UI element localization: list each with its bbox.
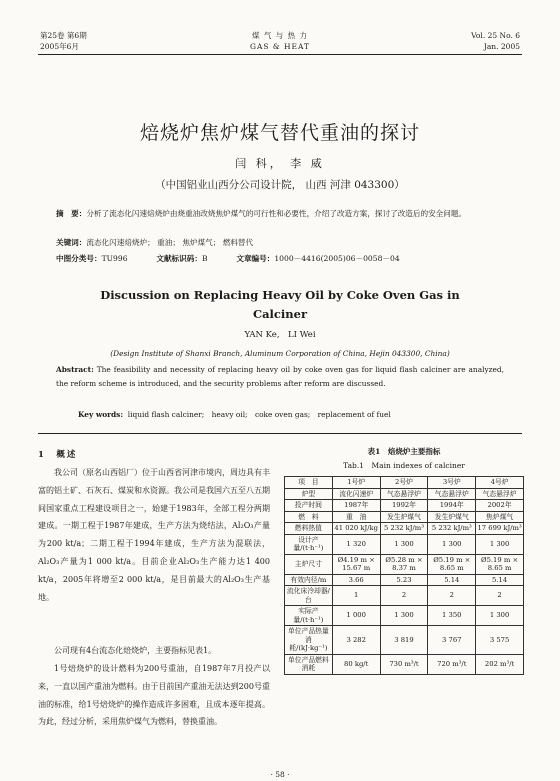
table-cell: 实际产量/(t·h⁻¹) (285, 606, 333, 626)
table-header-cell: 2号炉 (380, 477, 428, 489)
table-cell: 1992年 (380, 500, 428, 512)
table-1 (284, 476, 524, 675)
page-number: · 58 · (270, 770, 290, 779)
table-cell: 焦炉煤气 (476, 511, 524, 523)
abstract-en-text: The feasibility and necessity of replacing heavy oil by coke oven gas for liquid flash calciner are analyzed, the reform scheme is introduced, and the security problems after reform are discussed. (56, 365, 504, 388)
abstract-rule (38, 433, 522, 434)
table-cell: 主炉尺寸 (285, 554, 333, 574)
keywords-cn-text: 流态化闪速焙烧炉； 重油； 焦炉煤气； 燃料替代 (86, 238, 254, 247)
table-cell: 1 000 (332, 606, 380, 626)
paper-title-cn: 焙烧炉焦炉煤气替代重油的探讨 (139, 122, 420, 144)
table-cell: 发生炉煤气 (428, 511, 476, 523)
abstract-cn-text: 分析了流态化闪速焙烧炉由烧重油改烧焦炉煤气的可行性和必要性，介绍了改造方案，探讨了改造后的安全问题。 (86, 209, 467, 218)
table-cell: Ø5.28 m × 8.37 m (380, 554, 428, 574)
table-cell: 3 282 (332, 626, 380, 655)
table-header-row (285, 477, 524, 489)
keywords-en (78, 409, 391, 420)
table-cell: 燃 料 (285, 511, 333, 523)
table-row (285, 606, 524, 626)
article-id-value: 1000－4416(2005)06－0058－04 (274, 254, 400, 263)
abstract-en-label: Abstract: (56, 365, 94, 374)
table-1-body (285, 477, 524, 675)
table-cell: 2 (476, 586, 524, 606)
abstract-cn (56, 207, 504, 221)
table-cell: 流化床冷却器/台 (285, 586, 333, 606)
doc-code-value: B (201, 254, 208, 263)
table-cell: 流化闪速炉 (332, 488, 380, 500)
section-1-para-1: 我公司（原名山西铝厂）位于山西省河津市境内，周边具有丰富的铝土矿、石灰石、煤炭和水资源。我公司是我国六五至八五期间国家重点工程建设项目之一，始建于1983年，全部工程分两期建成。一期工程于1987年建成，生产方法为烧结法，Al₂O₃产量为200 kt/a；二期工程于1994年建成，生产方法为混联法，Al₂O₃产量为1 000 kt/a。目前企业Al₂O₃生产能力达1 400 kt/a，2005年将增至2 000 kt/a，是目前最大的Al₂O₃生产基地。 (38, 468, 270, 602)
table-cell: 重 油 (332, 511, 380, 523)
table-cell: Ø5.19 m × 8.65 m (476, 554, 524, 574)
keywords-en-label: Key words: (78, 410, 124, 419)
table-row (285, 500, 524, 512)
paper-title-en (0, 286, 560, 324)
table-cell: 气态悬浮炉 (380, 488, 428, 500)
header-issue-en-date: Jan. 2005 (483, 42, 520, 51)
header-issue-cn-volume: 第25卷 第6期 (40, 31, 87, 40)
table-cell: 3 767 (428, 626, 476, 655)
article-id-label: 文章编号： (236, 254, 275, 263)
header-issue-en (471, 30, 520, 52)
paper-title-en-line2: Calciner (252, 307, 308, 321)
clc-value: TU996 (101, 254, 128, 263)
table-cell: 1987年 (332, 500, 380, 512)
section-1-title: 1 概述 (38, 450, 78, 460)
table-cell: 5 232 kJ/m³ (380, 523, 428, 535)
table-cell: 1 300 (380, 606, 428, 626)
table-row (285, 523, 524, 535)
keywords-cn-label: 关键词： (56, 238, 87, 247)
table-cell: 202 m³/t (476, 654, 524, 674)
table-cell: 17 699 kJ/m³ (477, 524, 522, 532)
section-1-para-3: 1号焙烧炉的设计燃料为200号重油，自1987年7月投产以来，一直以国产重油为燃料。由于目前国产重油无法达到200号重油的标准，给1号焙烧炉的操作造成许多困难，且成本逐年提高。为此，经过分析，采用焦炉煤气为燃料，替换重油。 (38, 664, 270, 727)
table-cell: 3.66 (332, 574, 380, 586)
header-journal-name-cn: 煤 气 与 热 力 (251, 31, 309, 40)
clc-label: 中图分类号： (56, 254, 102, 263)
table-cell: 1 300 (380, 534, 428, 554)
header-issue-en-volume: Vol. 25 No. 6 (471, 31, 520, 40)
table-cell: 1 320 (332, 534, 380, 554)
header-rule (38, 54, 522, 55)
table-row (285, 511, 524, 523)
table-row (285, 574, 524, 586)
table-cell: 1 300 (428, 534, 476, 554)
table-cell: 炉型 (285, 488, 333, 500)
table-cell: 3 819 (380, 626, 428, 655)
table-cell: 80 kg/t (332, 654, 380, 674)
table-header-cell: 项 目 (285, 477, 333, 489)
table-row (285, 654, 524, 674)
keywords-en-text: liquid flash calciner; heavy oil; coke oven gas; replacement of fuel (127, 410, 391, 419)
table-cell: Ø4.19 m × 15.67 m (332, 554, 380, 574)
table-row (285, 554, 524, 574)
table-cell: 1994年 (428, 500, 476, 512)
table-cell: 1 (332, 586, 380, 606)
authors-en: YAN Ke, LI Wei (244, 330, 316, 340)
keywords-cn (56, 236, 504, 250)
table-cell: 2 (380, 586, 428, 606)
table-cell: 发生炉煤气 (380, 511, 428, 523)
table-cell: 730 m³/t (380, 654, 428, 674)
abstract-cn-label: 摘 要： (56, 209, 87, 218)
table-cell: 1 300 (476, 606, 524, 626)
table-cell: 2 (428, 586, 476, 606)
table-cell: 5.14 (476, 574, 524, 586)
table-header-cell: 4号炉 (476, 477, 524, 489)
table-row (285, 626, 524, 655)
paper-title-en-line1: Discussion on Replacing Heavy Oil by Coke Oven Gas in (100, 288, 460, 302)
affiliation-cn: （中国铝业山西分公司设计院， 山西 河津 043300） (155, 179, 405, 191)
table-cell: 720 m³/t (428, 654, 476, 674)
table-cell: 单位产品热量消耗/(kJ·kg⁻¹) (285, 626, 333, 655)
table-cell: 燃料热值 (285, 523, 333, 535)
table-cell: 2002年 (476, 500, 524, 512)
table-cell: 气态悬浮炉 (476, 488, 524, 500)
table-header-cell: 3号炉 (428, 477, 476, 489)
table-cell: 1 300 (476, 534, 524, 554)
table-cell: 5.14 (428, 574, 476, 586)
table-row (285, 534, 524, 554)
table-1-caption-en: Tab.1 Main indexes of calciner (343, 461, 465, 470)
header-journal-name-en: GAS & HEAT (249, 42, 310, 51)
header-issue-cn-date: 2005年6月 (40, 42, 79, 51)
table-cell: Ø5.19 m × 8.65 m (428, 554, 476, 574)
table-1-caption-cn: 表1 焙烧炉主要指标 (367, 447, 441, 456)
authors-cn: 闫 科， 李 威 (235, 157, 325, 170)
classification-line (56, 252, 504, 266)
table-header-cell: 1号炉 (332, 477, 380, 489)
table-cell: 气态悬浮炉 (428, 488, 476, 500)
table-cell: 投产时间 (285, 500, 333, 512)
doc-code-label: 文献标识码： (156, 254, 202, 263)
affiliation-en: (Design Institute of Shanxi Branch, Aluminum Corporation of China, Hejin 043300, China) (110, 349, 450, 358)
table-cell: 5 232 kJ/m³ (428, 523, 476, 535)
table-row (285, 488, 524, 500)
abstract-en (56, 363, 504, 391)
table-cell: 5.23 (380, 574, 428, 586)
table-row (285, 586, 524, 606)
table-cell: 3 575 (476, 626, 524, 655)
table-cell: 设计产量/(t·h⁻¹) (285, 534, 333, 554)
table-cell: 有效内径/m (285, 574, 333, 586)
table-cell: 41 020 kJ/kg (332, 523, 380, 535)
table-cell: 1 350 (428, 606, 476, 626)
section-1-para-2: 公司现有4台流态化焙烧炉，主要指标见表1。 (54, 646, 217, 655)
table-cell: 单位产品燃料消耗 (285, 654, 333, 674)
